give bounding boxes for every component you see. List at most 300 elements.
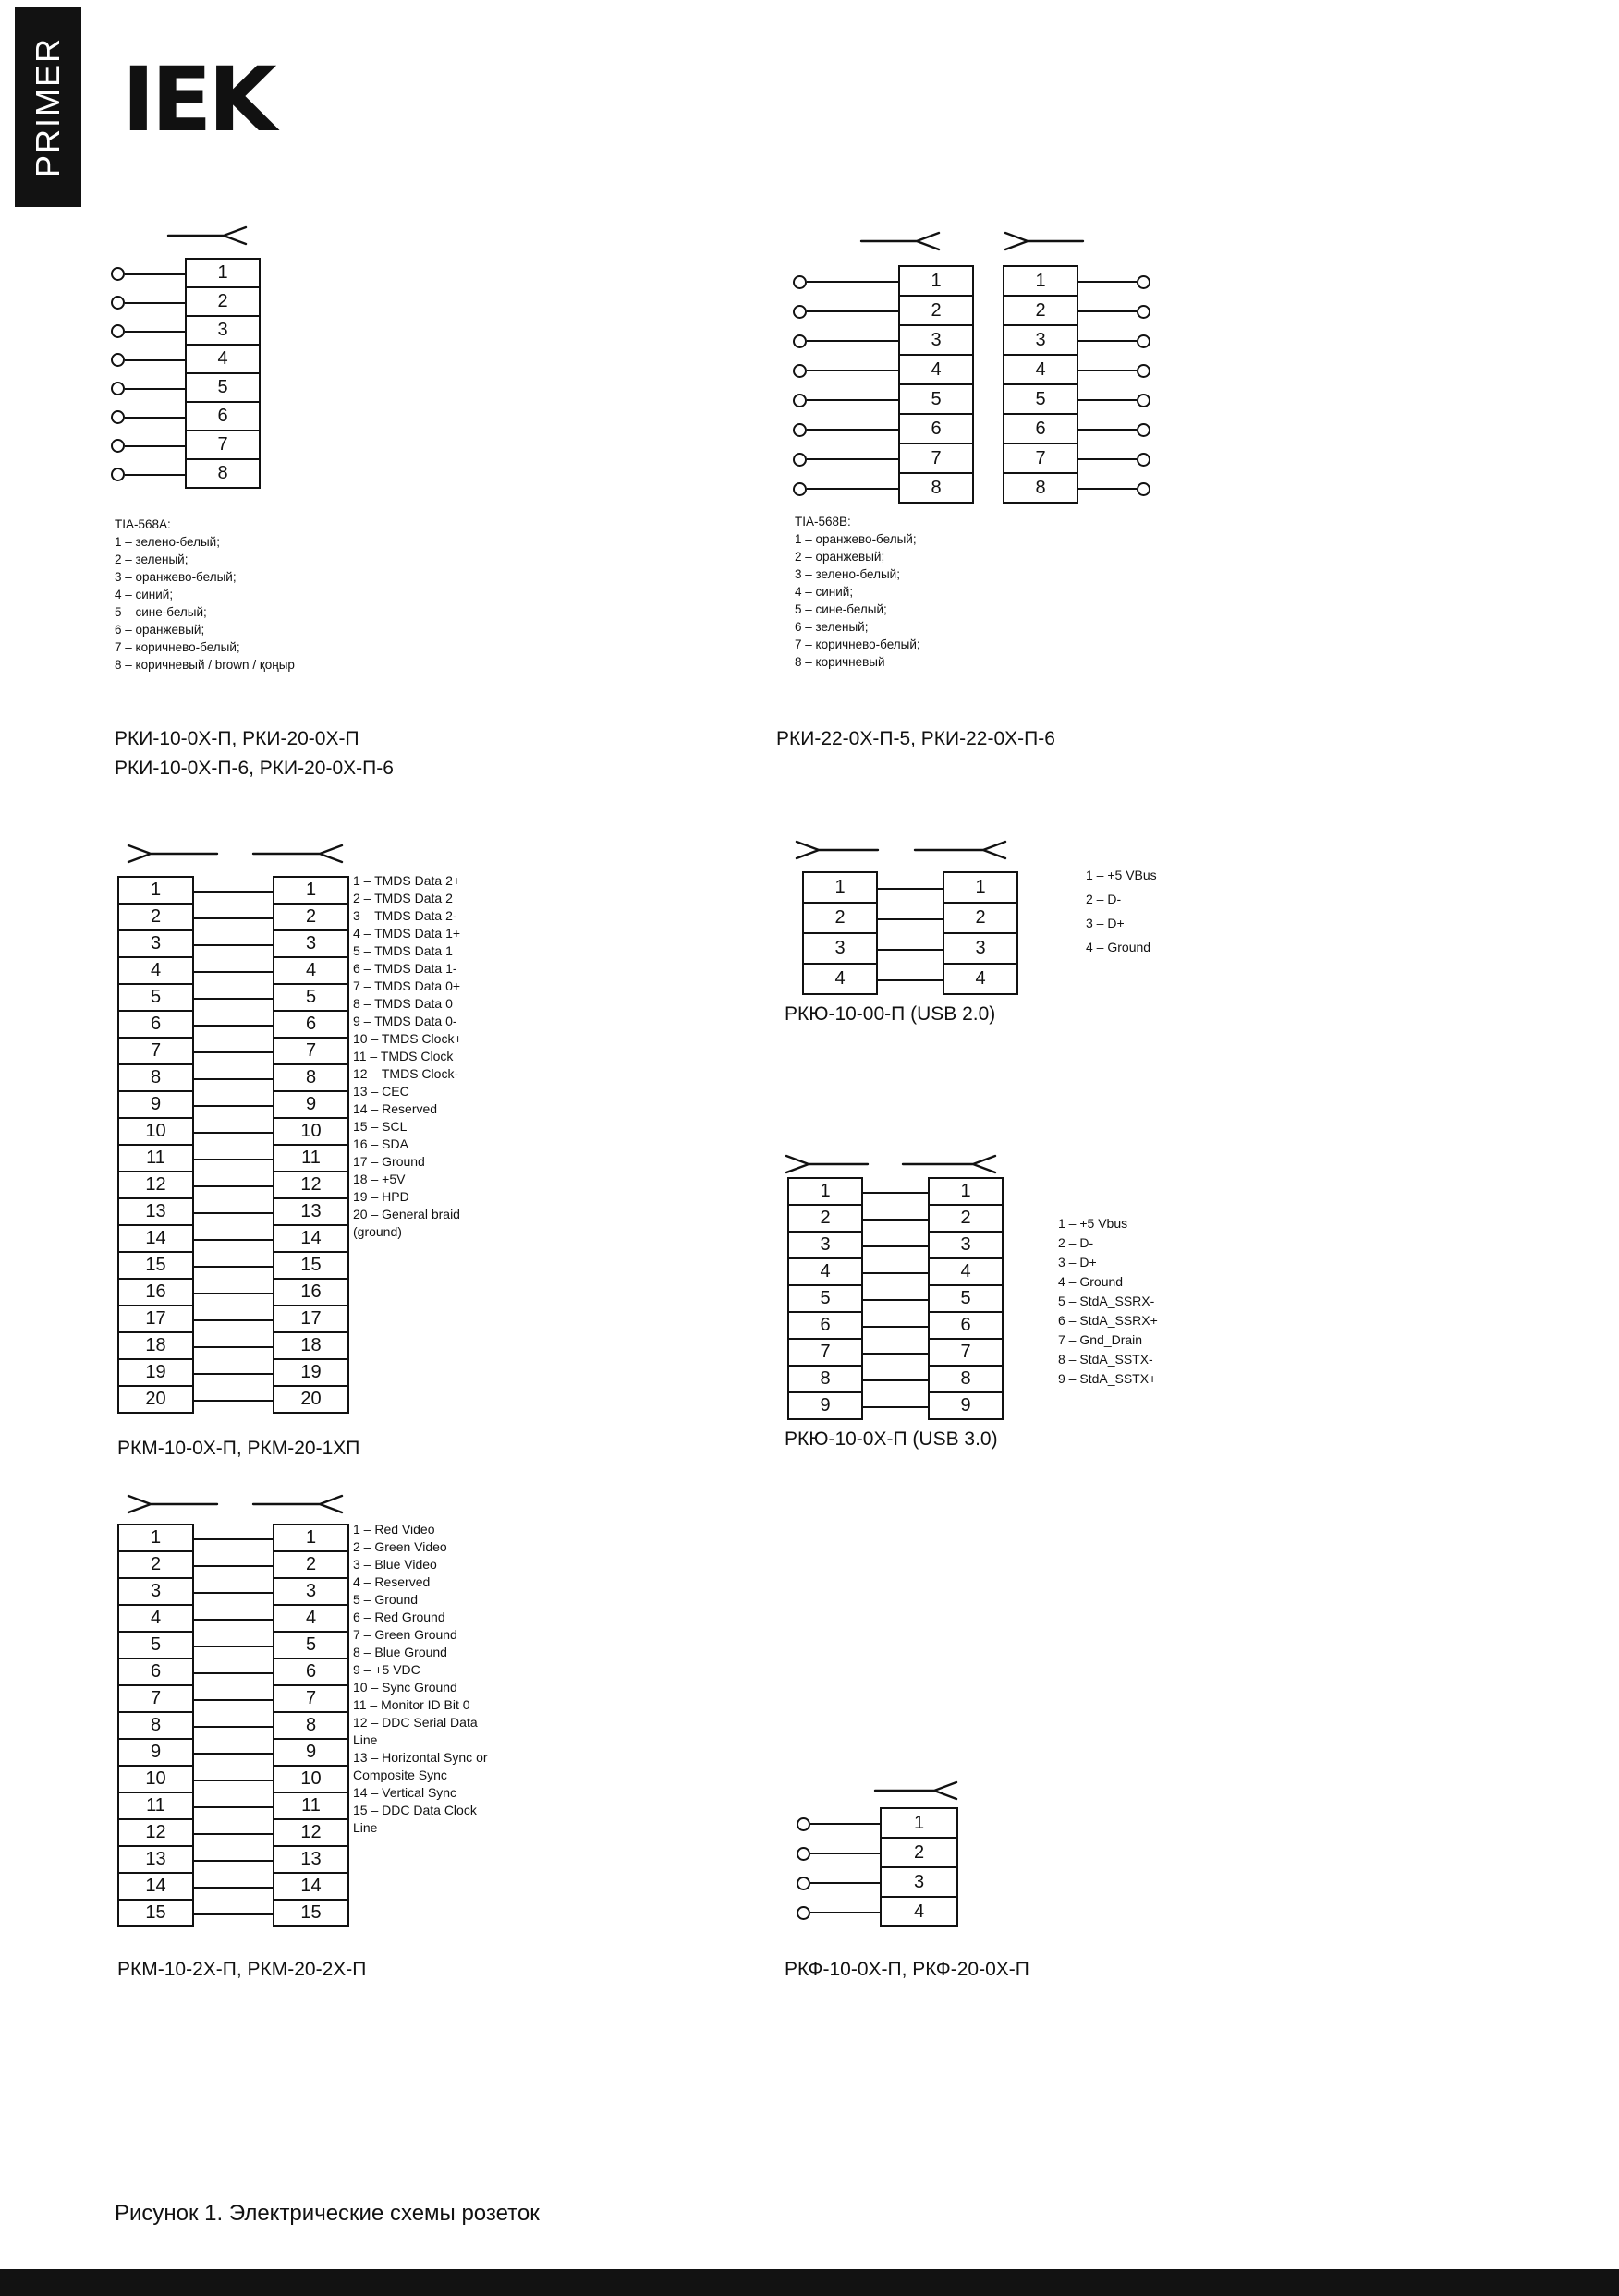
pin-cell: 1: [1003, 267, 1078, 297]
pin-cell: 9: [787, 1393, 863, 1420]
pin-cell: 7: [1003, 444, 1078, 474]
text-line: 7 – коричнево-белый;: [795, 638, 920, 651]
text-line: 14 – Vertical Sync: [353, 1785, 457, 1800]
link-row: [194, 958, 273, 985]
text-line: 9 – TMDS Data 0-: [353, 1014, 457, 1028]
pin-cell: 9: [273, 1092, 349, 1119]
pin-cell: 4: [117, 958, 194, 985]
text-line: 17 – Ground: [353, 1154, 425, 1169]
pin-cell: 2: [898, 297, 974, 326]
link-row: [194, 1065, 273, 1092]
cable-break-icon: [901, 1151, 1001, 1177]
pin-cell: 5: [273, 985, 349, 1012]
contact-row: [793, 474, 898, 504]
pin-cell: 1: [117, 878, 194, 905]
pin-cell: 3: [273, 1579, 349, 1606]
link-row: [863, 1206, 928, 1233]
contact-row: [1078, 326, 1150, 356]
wire-line: [863, 1353, 928, 1355]
text-line: 8 – StdA_SSTX-: [1058, 1352, 1153, 1367]
pin-cell: 3: [273, 931, 349, 958]
wire-line: [863, 1406, 928, 1408]
text-line: 6 – оранжевый;: [115, 623, 205, 637]
caption-rkf: [785, 1955, 1029, 1985]
pin-cell: 2: [787, 1206, 863, 1233]
text-line: РКЮ-10-0Х-П (USB 3.0): [785, 1428, 998, 1450]
pin-cell: 15: [117, 1901, 194, 1927]
wire-line: [1078, 370, 1137, 371]
contact-circle: [797, 1817, 810, 1831]
contact-row: [793, 385, 898, 415]
usb3-pin-list: [1058, 1214, 1158, 1389]
text-line: 4 – TMDS Data 1+: [353, 926, 461, 941]
link-row: [194, 905, 273, 931]
pin-cell: 18: [117, 1333, 194, 1360]
pin-cell: 4: [943, 965, 1018, 995]
link-row: [194, 1360, 273, 1387]
contact-row: [797, 1898, 880, 1927]
wire-line: [194, 1159, 273, 1160]
text-line: РКМ-10-0Х-П, РКМ-20-1ХП: [117, 1438, 360, 1459]
wire-line: [1078, 281, 1137, 283]
pin-cell: 7: [928, 1340, 1004, 1367]
wire-line: [807, 488, 898, 490]
pin-cell: 4: [898, 356, 974, 385]
link-row: [194, 1606, 273, 1633]
contact-circle: [793, 305, 807, 319]
pin-cell: 6: [117, 1012, 194, 1039]
pin-cell: 9: [117, 1092, 194, 1119]
pin-cell: 16: [273, 1280, 349, 1306]
pin-cell: 3: [787, 1233, 863, 1259]
cable-break-icon: [913, 837, 1011, 863]
pin-cell: 12: [117, 1172, 194, 1199]
pin-cell: 10: [273, 1767, 349, 1793]
contact-row: [1078, 444, 1150, 474]
cable-break-icon: [166, 223, 251, 249]
link-row: [863, 1393, 928, 1420]
text-line: 11 – Monitor ID Bit 0: [353, 1697, 470, 1712]
wire-line: [1078, 399, 1137, 401]
link-row: [194, 1092, 273, 1119]
contact-row: [111, 403, 185, 431]
pin-cell: 1: [273, 878, 349, 905]
wire-line: [863, 1326, 928, 1328]
link-row: [194, 1039, 273, 1065]
contact-circle: [111, 296, 125, 310]
wire-line: [125, 388, 185, 390]
pin-cell: 6: [1003, 415, 1078, 444]
text-line: 5 – TMDS Data 1: [353, 943, 453, 958]
contact-circle: [793, 394, 807, 407]
text-line: 2 – D-: [1058, 1235, 1094, 1250]
pin-cell: 5: [1003, 385, 1078, 415]
pin-column-hdmi-right: [273, 876, 349, 1414]
wire-line: [194, 1619, 273, 1621]
wire-line: [1078, 310, 1137, 312]
text-line: 3 – Blue Video: [353, 1557, 437, 1572]
link-row: [194, 1226, 273, 1253]
wire-line: [863, 1379, 928, 1381]
contact-circle: [111, 353, 125, 367]
pin-cell: 10: [117, 1767, 194, 1793]
contact-circle: [793, 334, 807, 348]
pin-cell: 8: [898, 474, 974, 504]
pin-cell: 3: [880, 1868, 958, 1898]
pin-cell: 8: [273, 1713, 349, 1740]
wire-line: [194, 1266, 273, 1268]
wire-line: [194, 1051, 273, 1053]
wire-line: [878, 918, 943, 920]
wire-line: [125, 417, 185, 419]
wire-line: [194, 1538, 273, 1540]
pin-cell: 4: [880, 1898, 958, 1927]
link-row: [194, 1012, 273, 1039]
pin-cell: 4: [273, 1606, 349, 1633]
wire-links-vga: [194, 1524, 273, 1927]
contact-circle: [1137, 275, 1150, 289]
wire-line: [194, 1780, 273, 1781]
text-line: 7 – коричнево-белый;: [115, 640, 240, 654]
link-row: [194, 1172, 273, 1199]
wire-line: [863, 1245, 928, 1247]
wire-line: [194, 1185, 273, 1187]
wire-links-hdmi: [194, 876, 273, 1414]
pin-cell: 3: [928, 1233, 1004, 1259]
wire-line: [807, 340, 898, 342]
text-line: 15 – DDC Data Clock: [353, 1803, 477, 1817]
pin-cell: 2: [117, 905, 194, 931]
text-line: 15 – SCL: [353, 1119, 408, 1134]
pin-cell: 10: [117, 1119, 194, 1146]
pin-cell: 13: [117, 1847, 194, 1874]
wire-line: [807, 310, 898, 312]
text-line: 19 – HPD: [353, 1189, 409, 1204]
link-row: [863, 1340, 928, 1367]
pin-cell: 6: [928, 1313, 1004, 1340]
contact-circle: [1137, 334, 1150, 348]
text-line: 3 – D+: [1086, 916, 1125, 930]
text-line: 3 – TMDS Data 2-: [353, 908, 457, 923]
pin-cell: 8: [117, 1065, 194, 1092]
pin-cell: 7: [185, 431, 261, 460]
pin-cell: 8: [928, 1367, 1004, 1393]
pin-cell: 3: [943, 934, 1018, 965]
link-row: [194, 1306, 273, 1333]
tia568b-notes: [795, 513, 920, 671]
link-row: [878, 934, 943, 965]
wire-line: [810, 1912, 880, 1913]
pin-cell: 12: [117, 1820, 194, 1847]
text-line: (ground): [353, 1224, 402, 1239]
wire-line: [194, 1293, 273, 1294]
text-line: РКЮ-10-00-П (USB 2.0): [785, 1003, 996, 1025]
usb2-pin-list: [1086, 863, 1157, 959]
contact-row: [1078, 474, 1150, 504]
primer-side-tab: [15, 7, 81, 207]
contact-circle: [793, 453, 807, 467]
pin-cell: 14: [273, 1874, 349, 1901]
contact-strip: [1078, 265, 1150, 504]
text-line: 4 – синий;: [115, 588, 174, 601]
text-line: 6 – Red Ground: [353, 1610, 445, 1624]
pin-cell: 8: [117, 1713, 194, 1740]
link-row: [194, 878, 273, 905]
wire-line: [194, 1753, 273, 1755]
pin-cell: 4: [802, 965, 878, 995]
text-line: 1 – +5 Vbus: [1058, 1216, 1128, 1231]
wire-line: [863, 1299, 928, 1301]
pin-cell: 6: [273, 1012, 349, 1039]
cable-break-icon: [791, 837, 880, 863]
pin-column-usb2-right: [943, 871, 1018, 995]
pin-cell: 12: [273, 1820, 349, 1847]
contact-row: [793, 297, 898, 326]
wire-line: [807, 370, 898, 371]
text-line: 5 – Ground: [353, 1592, 419, 1607]
pin-cell: 9: [117, 1740, 194, 1767]
cable-break-icon: [1000, 228, 1085, 254]
text-line: 8 – коричневый / brown / қоңыр: [115, 658, 295, 672]
wire-line: [194, 944, 273, 946]
pin-cell: 6: [898, 415, 974, 444]
wire-line: [194, 1699, 273, 1701]
text-line: 2 – D-: [1086, 892, 1122, 906]
pin-column-tia568a: [185, 258, 261, 489]
text-line: 12 – TMDS Clock-: [353, 1066, 459, 1081]
pin-cell: 5: [787, 1286, 863, 1313]
contact-row: [111, 460, 185, 489]
pin-cell: 11: [117, 1146, 194, 1172]
pin-cell: 2: [928, 1206, 1004, 1233]
wire-line: [194, 1212, 273, 1214]
pin-cell: 3: [185, 317, 261, 346]
link-row: [194, 1119, 273, 1146]
link-row: [194, 1793, 273, 1820]
wire-line: [194, 1913, 273, 1915]
pin-cell: 8: [1003, 474, 1078, 504]
wire-line: [125, 445, 185, 447]
pin-cell: 5: [117, 985, 194, 1012]
cable-break-icon: [251, 1491, 347, 1517]
wire-line: [807, 458, 898, 460]
text-line: 4 – Reserved: [353, 1574, 431, 1589]
contact-row: [797, 1868, 880, 1898]
wire-line: [194, 1078, 273, 1080]
text-line: 14 – Reserved: [353, 1101, 438, 1116]
pin-cell: 6: [185, 403, 261, 431]
text-line: Composite Sync: [353, 1768, 447, 1782]
link-row: [194, 1820, 273, 1847]
pin-cell: 7: [787, 1340, 863, 1367]
text-line: Line: [353, 1732, 378, 1747]
link-row: [194, 1525, 273, 1552]
text-line: 1 – Red Video: [353, 1522, 435, 1537]
text-line: 4 – Ground: [1086, 940, 1151, 954]
contact-circle: [793, 364, 807, 378]
pin-cell: 15: [273, 1253, 349, 1280]
link-row: [194, 1146, 273, 1172]
primer-tab-label: PRIMER: [29, 36, 67, 177]
pin-cell: 2: [273, 1552, 349, 1579]
pin-cell: 13: [273, 1847, 349, 1874]
wire-line: [863, 1192, 928, 1194]
contact-row: [111, 346, 185, 374]
pin-cell: 14: [117, 1226, 194, 1253]
wire-links-usb2: [878, 871, 943, 995]
contact-row: [1078, 297, 1150, 326]
text-line: 5 – StdA_SSRX-: [1058, 1294, 1155, 1308]
pin-cell: 5: [185, 374, 261, 403]
link-row: [194, 1579, 273, 1606]
contact-row: [793, 267, 898, 297]
contact-row: [797, 1839, 880, 1868]
contact-circle: [1137, 453, 1150, 467]
pin-cell: 3: [802, 934, 878, 965]
link-row: [194, 1633, 273, 1659]
pin-cell: 4: [928, 1259, 1004, 1286]
text-line: 6 – StdA_SSRX+: [1058, 1313, 1158, 1328]
pin-cell: 20: [117, 1387, 194, 1414]
pin-cell: 13: [273, 1199, 349, 1226]
text-line: 8 – Blue Ground: [353, 1645, 447, 1659]
pin-cell: 1: [185, 260, 261, 288]
text-line: 12 – DDC Serial Data: [353, 1715, 478, 1730]
wire-line: [194, 1105, 273, 1107]
wire-line: [194, 1806, 273, 1808]
text-line: РКИ-22-0Х-П-5, РКИ-22-0Х-П-6: [776, 728, 1055, 749]
text-line: 13 – Horizontal Sync or: [353, 1750, 488, 1765]
pin-column-usb2-left: [802, 871, 878, 995]
pin-cell: 12: [273, 1172, 349, 1199]
link-row: [194, 1199, 273, 1226]
caption-rku-usb3: [785, 1425, 998, 1454]
pin-cell: 5: [273, 1633, 349, 1659]
pin-cell: 5: [928, 1286, 1004, 1313]
caption-rkm-vga: [117, 1955, 366, 1985]
contact-row: [797, 1809, 880, 1839]
wire-line: [807, 281, 898, 283]
caption-rki-22: [776, 724, 1055, 754]
text-line: 11 – TMDS Clock: [353, 1049, 454, 1063]
pin-cell: 18: [273, 1333, 349, 1360]
link-row: [194, 1686, 273, 1713]
text-line: 2 – оранжевый;: [795, 550, 885, 564]
link-row: [878, 965, 943, 995]
pin-cell: 6: [787, 1313, 863, 1340]
wire-line: [807, 429, 898, 431]
contact-row: [111, 288, 185, 317]
wire-line: [194, 1239, 273, 1241]
link-row: [878, 904, 943, 934]
contact-circle: [1137, 364, 1150, 378]
text-line: 5 – сине-белый;: [115, 605, 207, 619]
contact-circle: [111, 267, 125, 281]
pin-column-tia568b-right: [1003, 265, 1078, 504]
pin-cell: 17: [117, 1306, 194, 1333]
wire-line: [194, 917, 273, 919]
link-row: [194, 931, 273, 958]
pin-cell: 15: [273, 1901, 349, 1927]
tia568b-note-title: TIA-568B:: [795, 515, 851, 528]
text-line: РКМ-10-2Х-П, РКМ-20-2Х-П: [117, 1959, 367, 1980]
pin-cell: 13: [117, 1199, 194, 1226]
wire-line: [863, 1219, 928, 1221]
text-line: 10 – TMDS Clock+: [353, 1031, 462, 1046]
iek-logo: IEK: [122, 48, 274, 152]
pin-cell: 2: [802, 904, 878, 934]
cable-break-icon: [873, 1778, 962, 1804]
contact-row: [793, 326, 898, 356]
pin-cell: 11: [273, 1793, 349, 1820]
cable-break-icon: [859, 228, 944, 254]
text-line: 1 – +5 VBus: [1086, 868, 1157, 882]
link-row: [878, 873, 943, 904]
text-line: РКФ-10-0Х-П, РКФ-20-0Х-П: [785, 1959, 1029, 1980]
caption-rkm-hdmi: [117, 1434, 359, 1464]
cable-break-icon: [123, 1491, 219, 1517]
text-line: 4 – синий;: [795, 585, 854, 599]
pin-cell: 5: [898, 385, 974, 415]
wire-line: [807, 399, 898, 401]
pin-cell: 1: [273, 1525, 349, 1552]
pin-cell: 7: [898, 444, 974, 474]
pin-cell: 5: [117, 1633, 194, 1659]
wire-line: [194, 1373, 273, 1375]
wire-line: [878, 979, 943, 981]
pin-cell: 7: [273, 1686, 349, 1713]
contact-circle: [793, 275, 807, 289]
text-line: Line: [353, 1820, 378, 1835]
tia568b-note-lines: [795, 530, 920, 671]
pin-cell: 4: [185, 346, 261, 374]
pin-column-tia568b-left: [898, 265, 974, 504]
contact-circle: [111, 324, 125, 338]
hdmi-pin-list: [353, 872, 462, 1241]
pin-cell: 1: [787, 1179, 863, 1206]
wire-line: [194, 1319, 273, 1321]
pin-cell: 7: [117, 1686, 194, 1713]
contact-row: [1078, 415, 1150, 444]
caption-rku-usb2: [785, 1000, 995, 1029]
wire-line: [194, 891, 273, 893]
text-line: РКИ-10-0Х-П, РКИ-20-0Х-П: [115, 728, 359, 749]
pin-cell: 7: [273, 1039, 349, 1065]
pin-cell: 11: [273, 1146, 349, 1172]
pin-cell: 15: [117, 1253, 194, 1280]
contact-circle: [111, 468, 125, 481]
text-line: 1 – TMDS Data 2+: [353, 873, 461, 888]
wire-line: [194, 1833, 273, 1835]
text-line: 2 – зеленый;: [115, 553, 189, 566]
text-line: РКИ-10-0Х-П-6, РКИ-20-0Х-П-6: [115, 758, 394, 779]
wire-line: [125, 474, 185, 476]
contact-circle: [111, 410, 125, 424]
contact-circle: [111, 382, 125, 395]
pin-column-usb3-right: [928, 1177, 1004, 1420]
pin-cell: 14: [273, 1226, 349, 1253]
wire-line: [878, 949, 943, 951]
link-row: [194, 1253, 273, 1280]
link-row: [194, 1874, 273, 1901]
contact-circle: [793, 482, 807, 496]
wire-line: [194, 971, 273, 973]
text-line: 10 – Sync Ground: [353, 1680, 457, 1695]
pin-cell: 2: [943, 904, 1018, 934]
text-line: 2 – TMDS Data 2: [353, 891, 453, 905]
pin-cell: 2: [117, 1552, 194, 1579]
link-row: [863, 1367, 928, 1393]
